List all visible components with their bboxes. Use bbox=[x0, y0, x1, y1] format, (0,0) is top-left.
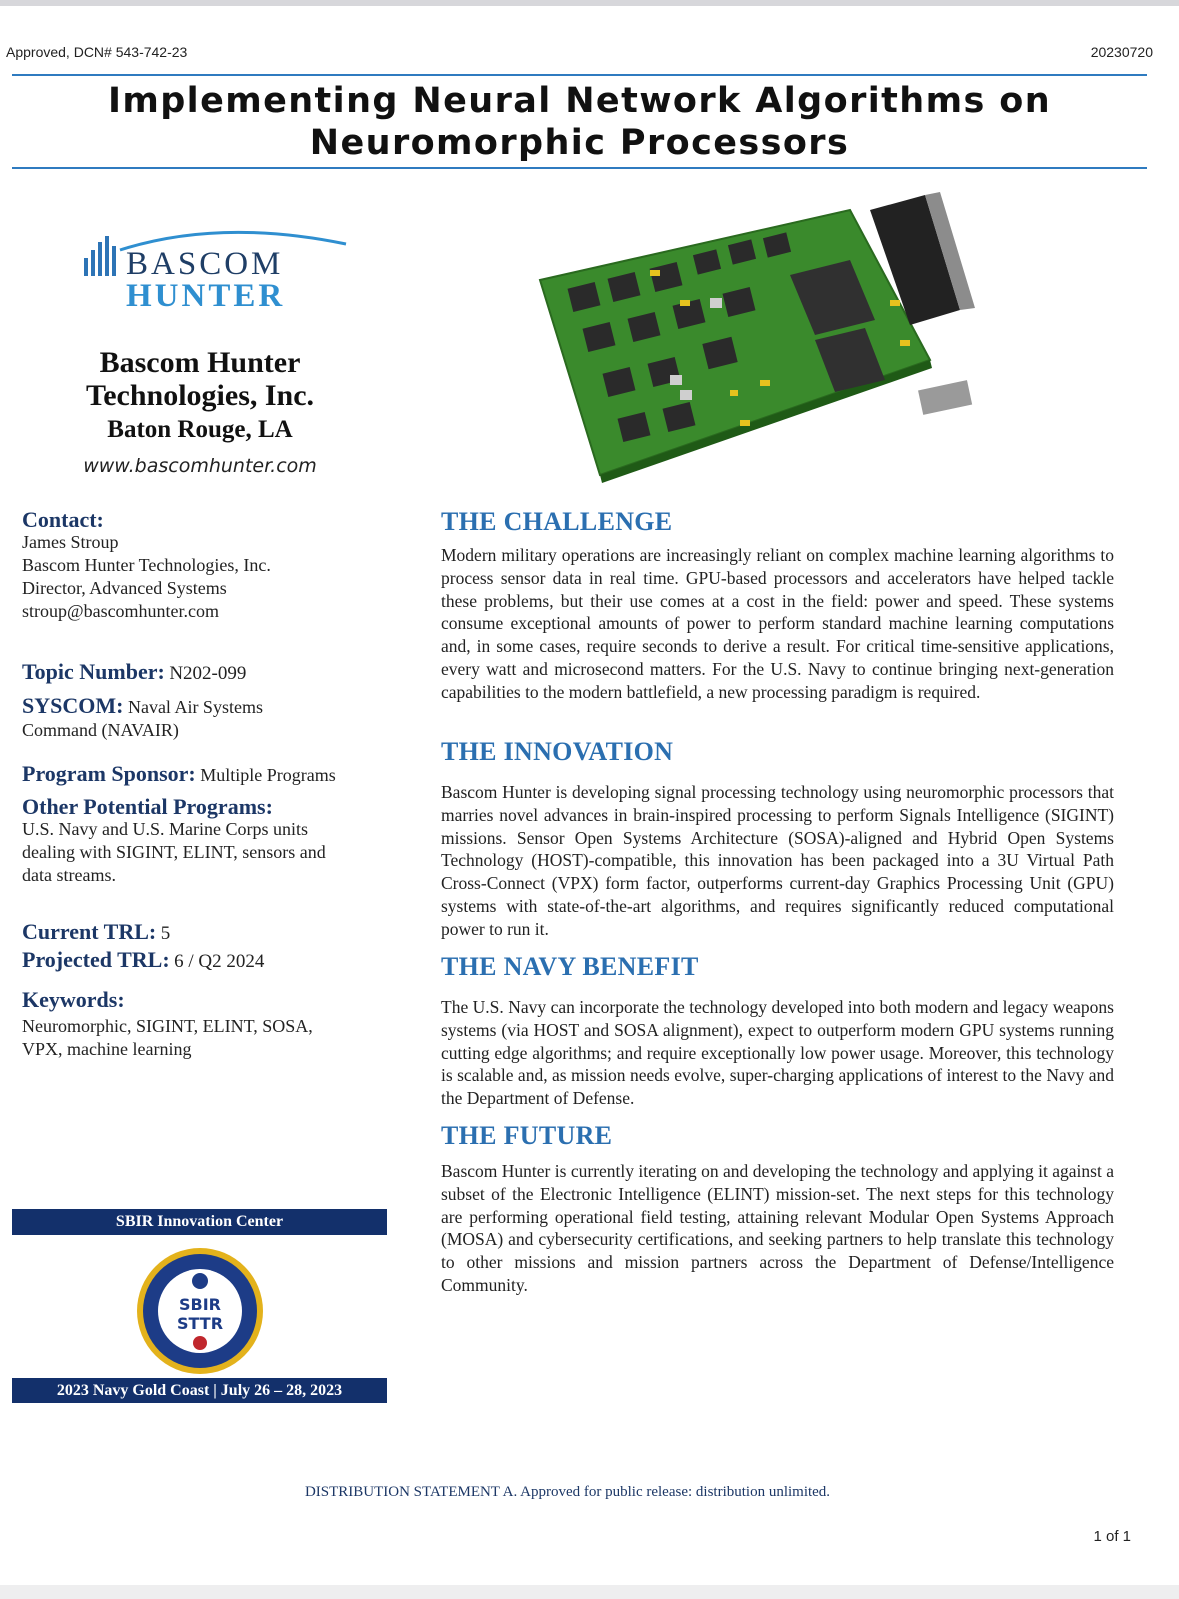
syscom-value-line-2: Command (NAVAIR) bbox=[22, 720, 179, 740]
projected-trl-value: 6 / Q2 2024 bbox=[174, 951, 265, 972]
navy-sbir-seal-icon bbox=[135, 1246, 265, 1376]
current-trl-label: Current TRL: bbox=[22, 919, 157, 944]
keywords-line-1: Neuromorphic, SIGINT, ELINT, SOSA, bbox=[22, 1016, 313, 1036]
viewer-bottom-bar bbox=[0, 1585, 1179, 1599]
approval-number: Approved, DCN# 543-742-23 bbox=[6, 44, 188, 60]
keywords-label: Keywords: bbox=[22, 987, 125, 1012]
future-heading: THE FUTURE bbox=[441, 1121, 613, 1150]
document-date: 20230720 bbox=[1090, 44, 1153, 60]
topic-label: Topic Number: bbox=[22, 659, 165, 684]
title-line-1: Implementing Neural Network Algorithms on bbox=[107, 81, 1052, 121]
seal-sbir-text: SBIR bbox=[179, 1295, 221, 1314]
seal-sttr-text: STTR bbox=[176, 1314, 224, 1333]
sponsor-label: Program Sponsor: bbox=[22, 761, 196, 786]
other-programs-line-1: U.S. Navy and U.S. Marine Corps units bbox=[22, 819, 308, 839]
logo-text-bascom: BASCOM bbox=[126, 246, 284, 282]
other-programs-line-2: dealing with SIGINT, ELINT, sensors and bbox=[22, 842, 326, 862]
title-bottom-rule bbox=[12, 167, 1147, 169]
page-indicator: 1 of 1 bbox=[1093, 1528, 1131, 1545]
company-location: Baton Rouge, LA bbox=[107, 416, 293, 443]
syscom-block bbox=[22, 694, 392, 742]
challenge-text: Modern military operations are increasingly reliant on complex machine learning algorithms to process sensor data in real time. GPU-based processors and accelerators have helped tackle these problems, but their use comes at a cost in the field: power and speed. These systems consume exceptional amounts of power to perform standard machine learning computations and, in some cases, require seconds to derive a result. For critical time-sensitive applications, every watt and microsecond matters. For the U.S. Navy to continue bringing next-generation capabilities to the modern battlefield, a new processing paradigm is required. bbox=[441, 545, 1114, 702]
logo-text-hunter: HUNTER bbox=[126, 278, 286, 314]
other-programs-block bbox=[22, 795, 392, 887]
company-name-line-2: Technologies, Inc. bbox=[85, 379, 315, 412]
sbir-center-banner: SBIR Innovation Center bbox=[12, 1209, 387, 1235]
future-text: Bascom Hunter is currently iterating on and developing the technology and applying it against a subset of the Electronic Intelligence (ELINT) mission-set. The next steps for this technology are performing operational field testing, attaining relevant Modular Open Systems Approach (MOSA) and cybersecurity certifications, and seeking partners to help translate this technology to other missions and mission partners across the Department of Defense/Intelligence Community. bbox=[441, 1161, 1114, 1295]
event-banner: 2023 Navy Gold Coast | July 26 – 28, 2023 bbox=[12, 1378, 387, 1403]
contact-label: Contact: bbox=[22, 507, 104, 532]
logo-signal-bars-icon bbox=[84, 236, 118, 276]
innovation-heading: THE INNOVATION bbox=[441, 737, 674, 766]
vpx-board-image bbox=[530, 190, 990, 490]
challenge-heading: THE CHALLENGE bbox=[441, 507, 673, 536]
contact-org: Bascom Hunter Technologies, Inc. bbox=[22, 555, 271, 575]
sponsor-value: Multiple Programs bbox=[200, 765, 336, 785]
sponsor-block bbox=[22, 762, 392, 787]
company-website[interactable]: www.bascomhunter.com bbox=[83, 455, 317, 477]
company-logo bbox=[80, 222, 330, 317]
page-title bbox=[12, 80, 1147, 164]
innovation-text: Bascom Hunter is developing signal processing technology using neuromorphic processors that marries novel advances in brain-inspired processing to perform Signals Intelligence (SIGINT) missions. Sensor Open Systems Architecture (SOSA)-aligned and Hybrid Open Systems Technology (HOST)-compatible, this innovation has been packaged into a 3U Virtual Path Cross-Connect (VPX) form factor, outperforms current-day Graphics Processing Unit (GPU) systems with state-of-the-art algorithms, and requires significantly reduced computational power to run it. bbox=[441, 782, 1114, 939]
navy-benefit-text: The U.S. Navy can incorporate the technology developed into both modern and legacy weapons systems (via HOST and SOSA alignment), expect to outperform modern GPU systems running cutting edge algorithms; and require exceptionally low power usage. Moreover, this technology is scalable and, as mission needs evolve, super-charging applications of interest to the Navy and the Department of Defense. bbox=[441, 997, 1114, 1109]
navy-benefit-heading: THE NAVY BENEFIT bbox=[441, 952, 699, 981]
contact-name: James Stroup bbox=[22, 532, 119, 552]
trl-block bbox=[22, 920, 392, 973]
topic-value: N202-099 bbox=[169, 663, 247, 684]
company-name bbox=[10, 346, 390, 412]
syscom-value-line-1: Naval Air Systems bbox=[127, 697, 263, 717]
distribution-statement: DISTRIBUTION STATEMENT A. Approved for public release: distribution unlimited. bbox=[304, 1484, 831, 1500]
title-top-rule bbox=[12, 74, 1147, 76]
syscom-label: SYSCOM: bbox=[22, 693, 124, 718]
contact-title: Director, Advanced Systems bbox=[22, 578, 227, 598]
current-trl-value: 5 bbox=[160, 923, 171, 944]
keywords-line-2: VPX, machine learning bbox=[22, 1039, 192, 1059]
other-programs-line-3: data streams. bbox=[22, 865, 116, 885]
topic-block bbox=[22, 660, 392, 685]
other-programs-label: Other Potential Programs: bbox=[22, 794, 273, 819]
projected-trl-label: Projected TRL: bbox=[22, 947, 170, 972]
title-line-2: Neuromorphic Processors bbox=[309, 123, 850, 163]
contact-email[interactable]: stroup@bascomhunter.com bbox=[22, 601, 220, 621]
company-name-line-1: Bascom Hunter bbox=[99, 346, 301, 379]
keywords-block bbox=[22, 988, 392, 1061]
contact-block bbox=[22, 508, 392, 623]
viewer-top-bar bbox=[0, 0, 1179, 6]
